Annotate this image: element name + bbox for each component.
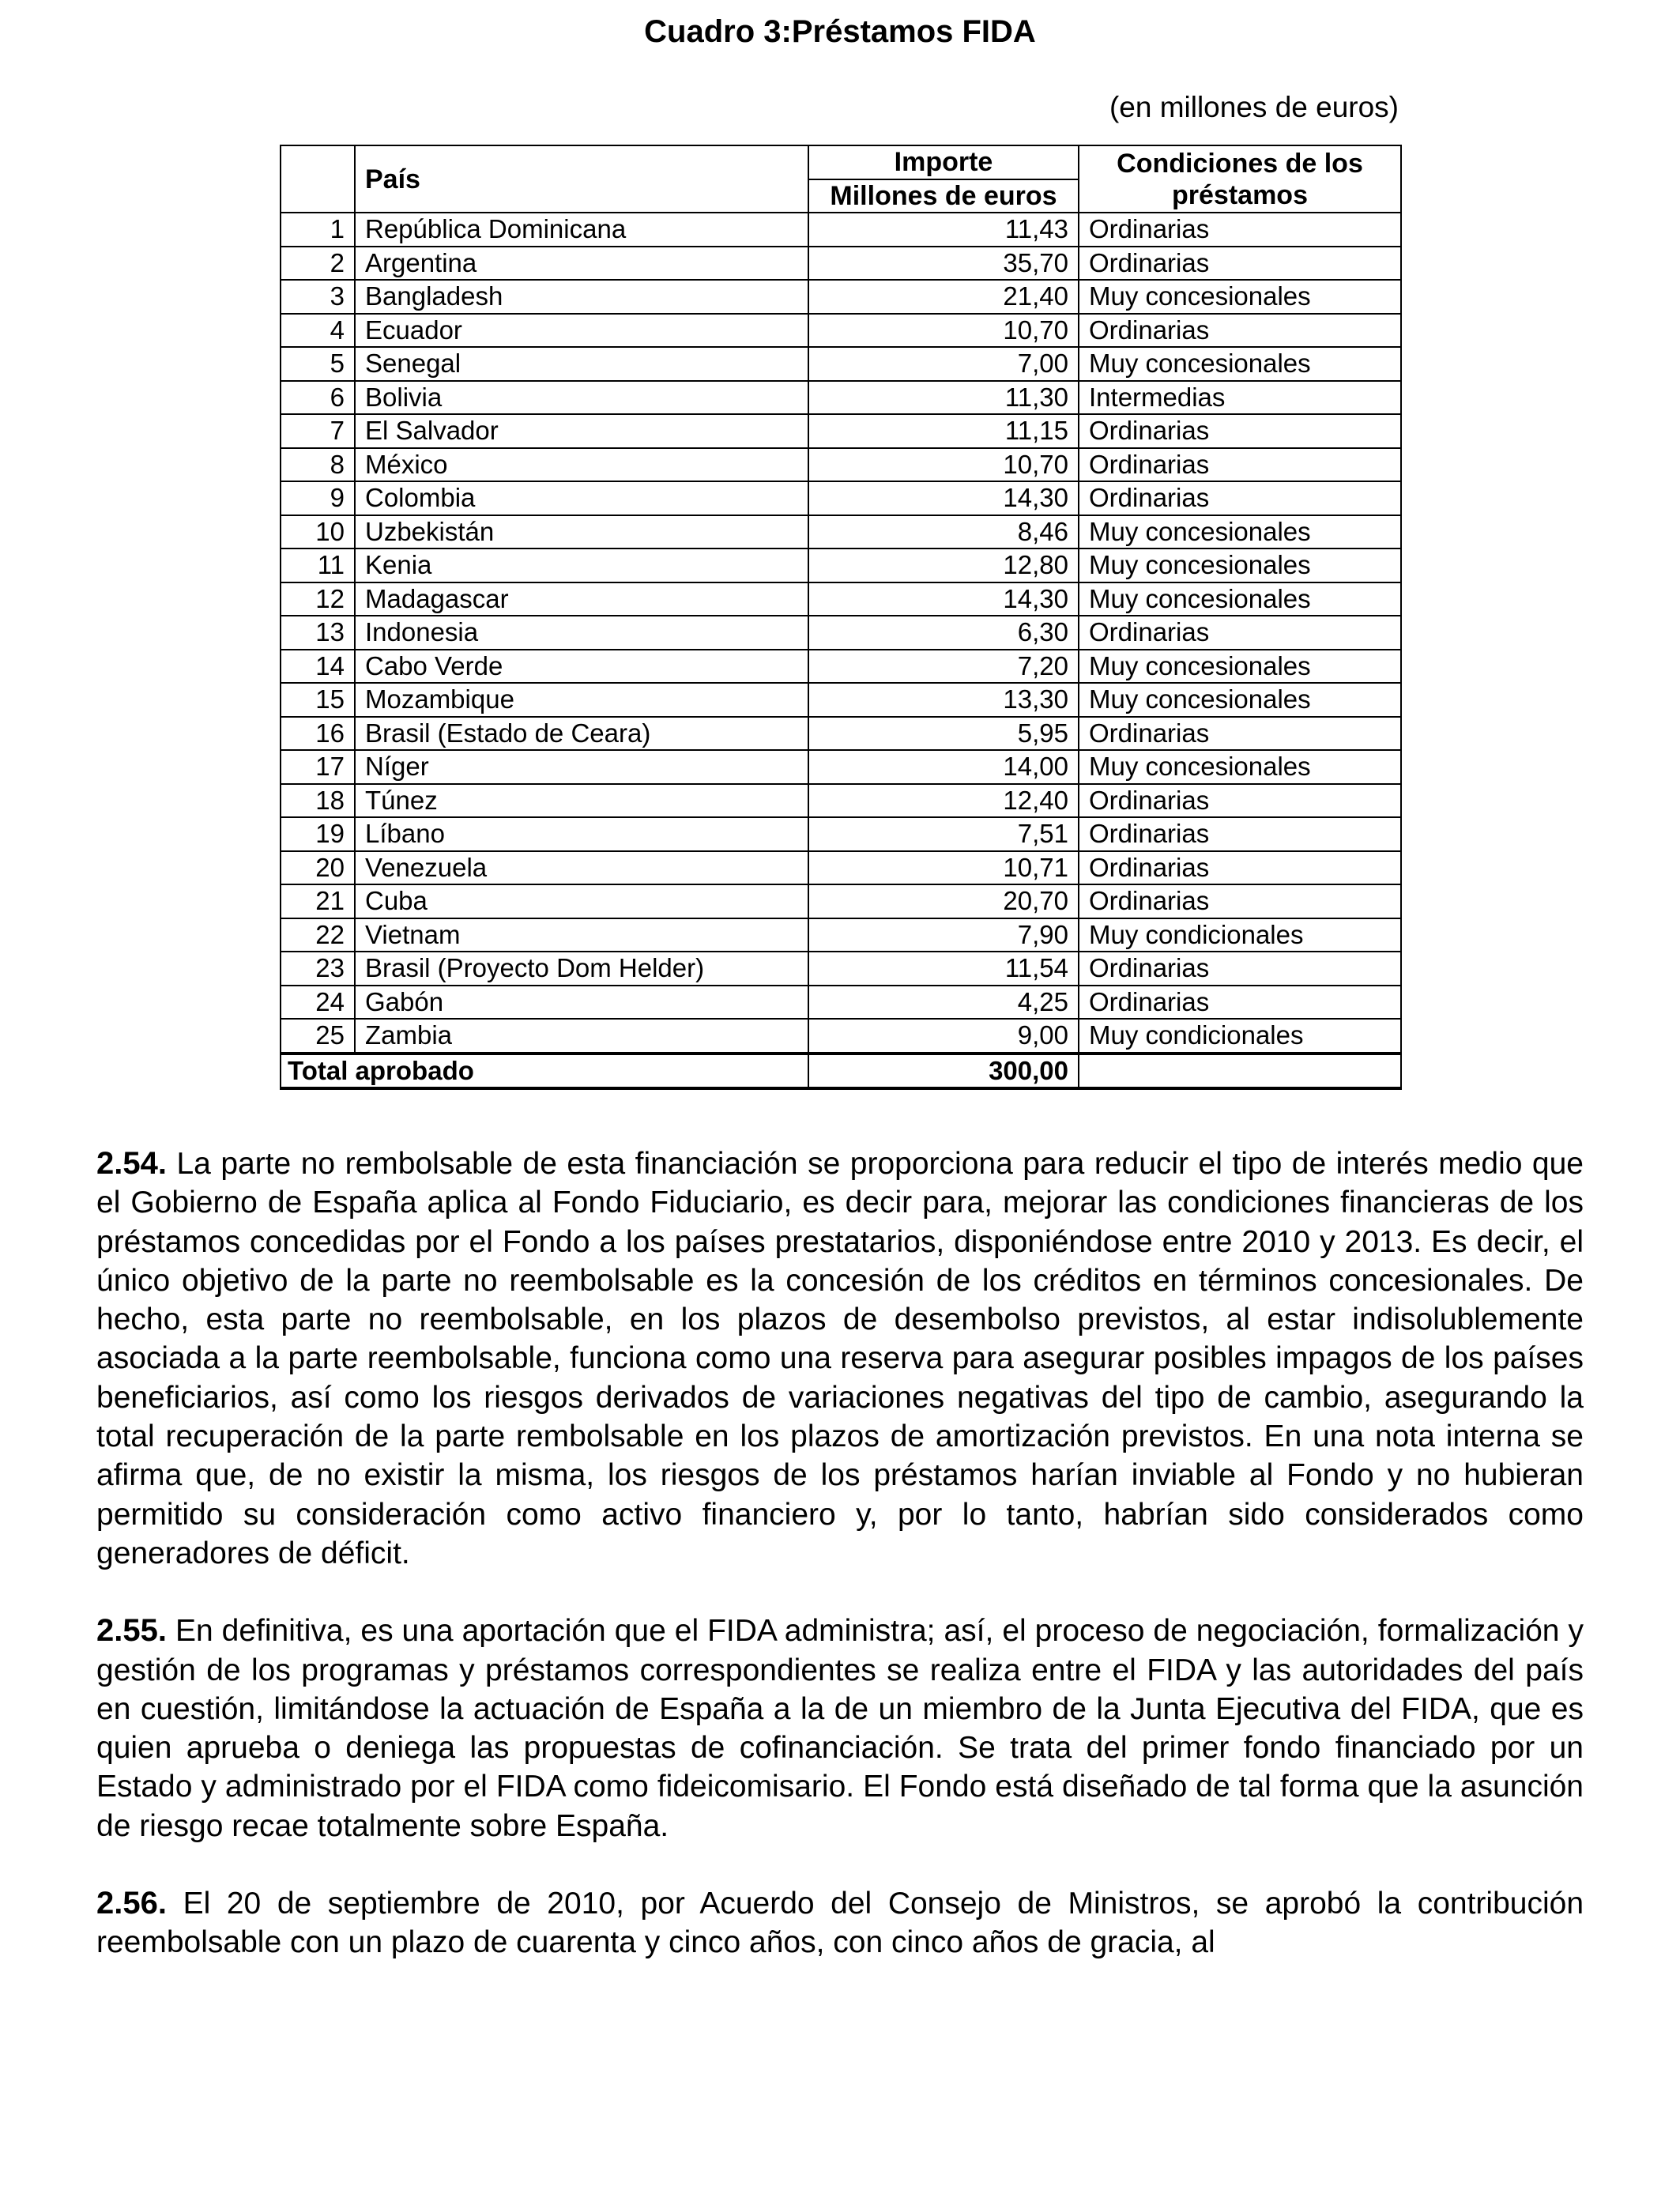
row-pais: Zambia [355,1019,808,1054]
row-number: 14 [281,650,355,684]
row-condiciones: Ordinarias [1079,616,1401,650]
header-millones: Millones de euros [808,179,1079,213]
table-row [281,347,1401,381]
loans-table [280,145,1402,1090]
row-pais: Cuba [355,884,808,918]
row-condiciones: Muy concesionales [1079,347,1401,381]
body-text [96,1144,1584,2001]
paragraph-number: 2.54. [96,1146,167,1181]
row-condiciones: Ordinarias [1079,448,1401,482]
row-condiciones: Muy concesionales [1079,750,1401,784]
row-pais: Níger [355,750,808,784]
table-row [281,784,1401,818]
row-condiciones: Ordinarias [1079,717,1401,751]
row-number: 17 [281,750,355,784]
row-importe: 10,70 [808,448,1079,482]
total-label: Total aprobado [281,1054,808,1089]
table-row [281,381,1401,415]
row-number: 24 [281,986,355,1020]
row-condiciones: Muy concesionales [1079,582,1401,616]
row-condiciones: Muy concesionales [1079,650,1401,684]
paragraph-2-55 [96,1612,1584,1845]
table-row [281,247,1401,281]
total-row [281,1054,1401,1089]
row-number: 4 [281,314,355,348]
total-blank [1079,1054,1401,1089]
row-importe: 13,30 [808,683,1079,717]
row-importe: 4,25 [808,986,1079,1020]
row-condiciones: Muy concesionales [1079,515,1401,549]
row-condiciones: Ordinarias [1079,884,1401,918]
row-pais: Indonesia [355,616,808,650]
table-row [281,952,1401,986]
header-condiciones: Condiciones de los préstamos [1079,145,1401,213]
row-pais: Brasil (Proyecto Dom Helder) [355,952,808,986]
row-pais: Madagascar [355,582,808,616]
row-importe: 10,70 [808,314,1079,348]
row-importe: 7,90 [808,918,1079,952]
table-row [281,481,1401,515]
row-pais: Kenia [355,548,808,582]
header-number-blank [281,145,355,213]
table-row [281,884,1401,918]
row-importe: 12,80 [808,548,1079,582]
paragraph-number: 2.56. [96,1886,167,1921]
row-number: 9 [281,481,355,515]
row-condiciones: Muy condicionales [1079,918,1401,952]
table-row [281,918,1401,952]
row-number: 6 [281,381,355,415]
row-pais: Argentina [355,247,808,281]
total-value: 300,00 [808,1054,1079,1089]
row-condiciones: Muy concesionales [1079,548,1401,582]
row-number: 18 [281,784,355,818]
row-pais: Venezuela [355,851,808,885]
row-number: 25 [281,1019,355,1054]
table-row [281,616,1401,650]
row-condiciones: Ordinarias [1079,851,1401,885]
row-importe: 12,40 [808,784,1079,818]
row-pais: Uzbekistán [355,515,808,549]
header-pais: País [355,145,808,213]
row-importe: 7,20 [808,650,1079,684]
row-importe: 11,54 [808,952,1079,986]
row-pais: El Salvador [355,414,808,448]
paragraph-2-56 [96,1884,1584,1962]
row-pais: Colombia [355,481,808,515]
paragraph-text: La parte no rembolsable de esta financiación se proporciona para reducir el tipo de interés medio que el Gobierno de España aplica al Fondo Fiduciario, es decir para, mejorar las condiciones financieras de los préstamos concedidas por el Fondo a los países prestatarios, disponiéndose entre 2010 y 2013. Es decir, el único objetivo de la parte no reembolsable es la concesión de los créditos en términos concesionales. De hecho, esta parte no reembolsable, en los plazos de desembolso previstos, al estar indisolublemente asociada a la parte reembolsable, funciona como una reserva para asegurar posibles impagos de los países beneficiarios, así como los riesgos derivados de variaciones negativas del tipo de cambio, asegurando la total recuperación de la parte rembolsable en los plazos de amortización previstos. En una nota interna se afirma que, de no existir la misma, los riesgos de los préstamos harían inviable al Fondo y no hubieran permitido su consideración como activo financiero y, por lo tanto, habrían sido considerados como generadores de déficit. [96,1147,1584,1570]
row-condiciones: Muy concesionales [1079,683,1401,717]
row-number: 10 [281,515,355,549]
row-condiciones: Ordinarias [1079,481,1401,515]
row-number: 8 [281,448,355,482]
row-condiciones: Ordinarias [1079,952,1401,986]
row-pais: Brasil (Estado de Ceara) [355,717,808,751]
row-pais: República Dominicana [355,213,808,247]
row-number: 2 [281,247,355,281]
row-number: 21 [281,884,355,918]
table-row [281,683,1401,717]
row-importe: 20,70 [808,884,1079,918]
table-row [281,851,1401,885]
row-condiciones: Ordinarias [1079,784,1401,818]
table-row [281,213,1401,247]
row-importe: 10,71 [808,851,1079,885]
row-number: 15 [281,683,355,717]
paragraph-text: En definitiva, es una aportación que el FIDA administra; así, el proceso de negociación, formalización y gestión de los programas y préstamos correspondientes se realiza entre el FIDA y las autoridades del país en cuestión, limitándose la actuación de España a la de un miembro de la Junta Ejecutiva del FIDA, que es quien aprueba o deniega las propuestas de cofinanciación. Se trata del primer fondo financiado por un Estado y administrado por el FIDA como fideicomisario. El Fondo está diseñado de tal forma que la asunción de riesgo recae totalmente sobre España. [96,1614,1584,1843]
row-number: 16 [281,717,355,751]
row-number: 7 [281,414,355,448]
row-condiciones: Intermedias [1079,381,1401,415]
row-importe: 21,40 [808,280,1079,314]
paragraph-number: 2.55. [96,1613,167,1649]
row-importe: 11,43 [808,213,1079,247]
row-condiciones: Ordinarias [1079,817,1401,851]
row-pais: Ecuador [355,314,808,348]
units-note: (en millones de euros) [1109,91,1399,123]
table-row [281,448,1401,482]
table-row [281,717,1401,751]
row-number: 23 [281,952,355,986]
row-pais: Túnez [355,784,808,818]
row-number: 1 [281,213,355,247]
table-row [281,314,1401,348]
row-number: 5 [281,347,355,381]
row-importe: 6,30 [808,616,1079,650]
row-condiciones: Muy concesionales [1079,280,1401,314]
row-importe: 11,15 [808,414,1079,448]
row-pais: Bolivia [355,381,808,415]
row-importe: 35,70 [808,247,1079,281]
table-row [281,548,1401,582]
row-number: 12 [281,582,355,616]
row-pais: Bangladesh [355,280,808,314]
table-row [281,414,1401,448]
row-importe: 7,51 [808,817,1079,851]
table-row [281,750,1401,784]
row-importe: 9,00 [808,1019,1079,1054]
row-condiciones: Ordinarias [1079,314,1401,348]
row-pais: Gabón [355,986,808,1020]
table-row [281,1019,1401,1054]
table-row [281,515,1401,549]
row-importe: 8,46 [808,515,1079,549]
row-importe: 14,00 [808,750,1079,784]
table-row [281,986,1401,1020]
row-condiciones: Muy condicionales [1079,1019,1401,1054]
row-importe: 5,95 [808,717,1079,751]
table-row [281,582,1401,616]
table-title: Cuadro 3:Préstamos FIDA [644,14,1036,49]
row-condiciones: Ordinarias [1079,414,1401,448]
row-number: 19 [281,817,355,851]
row-pais: Mozambique [355,683,808,717]
row-pais: Cabo Verde [355,650,808,684]
row-number: 20 [281,851,355,885]
row-importe: 7,00 [808,347,1079,381]
row-pais: México [355,448,808,482]
row-number: 13 [281,616,355,650]
table-row [281,817,1401,851]
row-pais: Líbano [355,817,808,851]
row-number: 22 [281,918,355,952]
header-importe: Importe [808,145,1079,179]
row-condiciones: Ordinarias [1079,213,1401,247]
row-number: 3 [281,280,355,314]
paragraph-2-54 [96,1144,1584,1573]
row-importe: 14,30 [808,582,1079,616]
table-body [281,213,1401,1054]
row-condiciones: Ordinarias [1079,247,1401,281]
row-number: 11 [281,548,355,582]
table-row [281,280,1401,314]
row-importe: 14,30 [808,481,1079,515]
row-pais: Senegal [355,347,808,381]
paragraph-text: El 20 de septiembre de 2010, por Acuerdo del Consejo de Ministros, se aprobó la contribución reembolsable con un plazo de cuarenta y cinco años, con cinco años de gracia, al [96,1887,1584,1960]
row-importe: 11,30 [808,381,1079,415]
row-pais: Vietnam [355,918,808,952]
table-row [281,650,1401,684]
row-condiciones: Ordinarias [1079,986,1401,1020]
